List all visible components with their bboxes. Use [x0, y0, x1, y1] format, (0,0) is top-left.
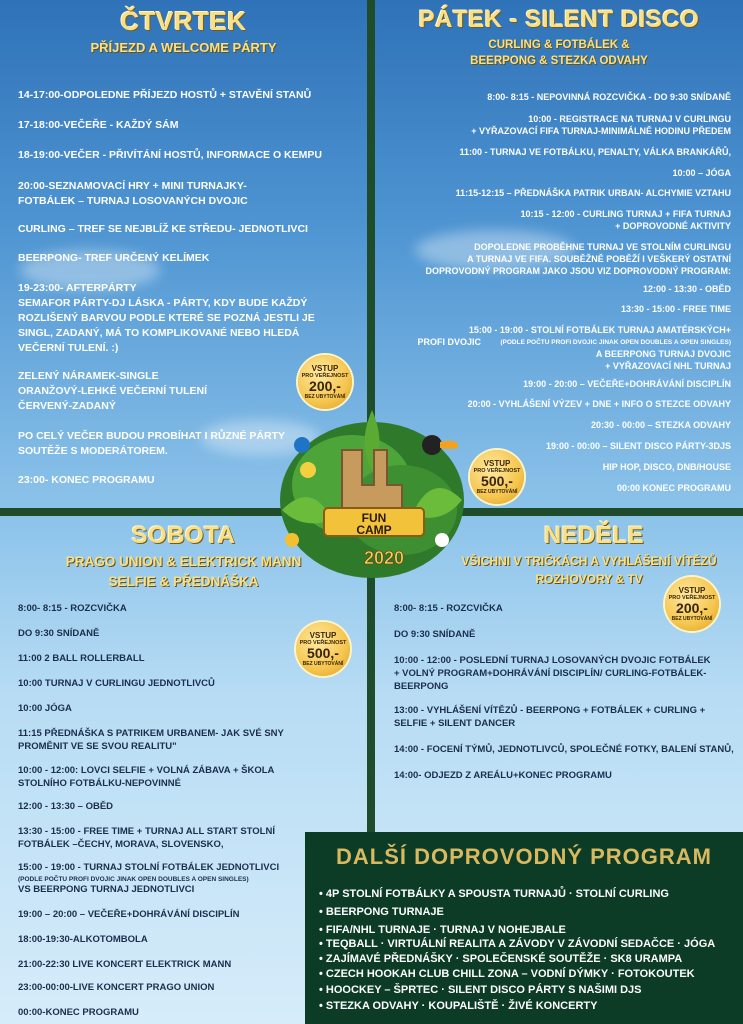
extra-program-line: • CZECH HOOKAH CLUB CHILL ZONA – VODNÍ DÝMKY · FOTOKOUTEK — [319, 968, 695, 980]
flower-icon — [300, 462, 316, 478]
thursday-item: 17-18:00-VEČEŘE - KAŽDÝ SÁM — [18, 119, 179, 131]
friday-item: 11:00 - TURNAJ VE FOTBÁLKU, PENALTY, VÁLKA BRANKÁŘŮ, — [459, 147, 731, 157]
extra-program-title: DALŠÍ DOPROVODNÝ PROGRAM — [335, 844, 713, 869]
badge-sub: PRO VEŘEJNOST — [473, 468, 521, 474]
sunday-subtitle-2: ROZHOVORY & TV — [535, 572, 643, 586]
sunday-item: SELFIE + SILENT DANCER — [394, 718, 516, 729]
extra-program-panel — [305, 832, 743, 1024]
friday-item: 19:00 - 20:00 – VEČEŘE+DOHRÁVÁNÍ DISCIPLÍN — [523, 379, 731, 389]
saturday-subtitle-1: PRAGO UNION & ELEKTRICK MANN — [65, 554, 302, 569]
badge-price: 500,- — [307, 645, 339, 661]
thursday-item: CURLING – TREF SE NEJBLÍŽ KE STŘEDU- JEDNOTLIVCI — [18, 223, 308, 235]
badge-title: VSTUP — [311, 364, 339, 373]
thursday-item: SINGL, ZADANÝ, MÁ TO KOMPLIKOVANÉ NEBO HLEDÁ — [18, 327, 300, 339]
friday-item: DOPOLEDNE PROBĚHNE TURNAJ VE STOLNÍM CURLINGU — [474, 242, 731, 252]
saturday-day-heading: SOBOTA — [131, 522, 236, 549]
saturday-item: 15:00 - 19:00 - TURNAJ STOLNÍ FOTBÁLEK JEDNOTLIVCI — [18, 862, 280, 873]
extra-program-line: • BEERPONG TURNAJE — [319, 906, 444, 918]
saturday-item: 21:00-22:30 LIVE KONCERT ELEKTRICK MANN — [18, 959, 232, 970]
saturday-item: 13:30 - 15:00 - FREE TIME + TURNAJ ALL START STOLNÍ — [18, 826, 275, 837]
thursday-item: ČERVENÝ-ZADANÝ — [18, 400, 116, 412]
saturday-item: PROMĚNIT VE SE SVOU REALITU" — [18, 741, 177, 752]
friday-item: 13:30 - 15:00 - FREE TIME — [620, 304, 731, 314]
saturday-item: FOTBÁLEK –ČECHY, MORAVA, SLOVENSKO, — [18, 839, 224, 850]
thursday-item: 18-19:00-VEČER - PŘIVÍTÁNÍ HOSTŮ, INFORMACE O KEMPU — [18, 149, 322, 161]
thursday-item: ZELENÝ NÁRAMEK-SINGLE — [18, 370, 159, 382]
sunday-item: 8:00- 8:15 - ROZCVIČKA — [394, 603, 503, 614]
logo-year: 2020 — [363, 548, 405, 568]
friday-item: 11:15-12:15 – PŘEDNÁŠKA PATRIK URBAN- ALCHYMIE VZTAHU — [455, 188, 731, 198]
thursday-subtitle: PŘÍJEZD A WELCOME PÁRTY — [90, 40, 277, 55]
extra-program-line: • ZAJÍMAVÉ PŘEDNÁŠKY · SPOLEČENSKÉ SOUTĚŽE · SK8 URAMPA — [319, 953, 683, 965]
saturday-item: 10:00 - 12:00: LOVCI SELFIE + VOLNÁ ZÁBAVA + ŠKOLA — [18, 765, 275, 776]
saturday-item: 11:00 2 BALL ROLLERBALL — [18, 653, 145, 664]
extra-program-line: • FIFA/NHL TURNAJE · TURNAJ V NOHEJBALE — [319, 924, 566, 936]
thursday-item: BEERPONG- TREF URČENÝ KELÍMEK — [18, 252, 210, 264]
saturday-item: 19:00 – 20:00 – VEČEŘE+DOHRÁVÁNÍ DISCIPLÍN — [18, 909, 240, 920]
thursday-item: ROZLIŠENÝ BARVOU PODLE KTERÉ SE POZNÁ JESTLI JE — [18, 312, 315, 324]
friday-subtitle-2: BEERPONG & STEZKA ODVAHY — [470, 55, 648, 67]
friday-item: DOPROVODNÝ PROGRAM JAKO JSOU VIZ DOPROVODNÝ PROGRAM: — [425, 266, 731, 276]
thursday-item: SOUTĚŽE S MODERÁTOREM. — [18, 445, 168, 457]
friday-item: PROFI DVOJIC — [417, 337, 481, 347]
friday-item: + VYŘAZOVACÍ FIFA TURNAJ-MINIMÁLNĚ HODINU PŘEDEM — [471, 126, 731, 136]
friday-item: 15:00 - 19:00 - STOLNÍ FOTBÁLEK TURNAJ AMATÉRSKÝCH+ — [468, 325, 731, 335]
saturday-subtitle-2: SELFIE & PŘEDNÁŠKA — [108, 574, 259, 589]
saturday-entry-badge — [296, 622, 350, 676]
badge-sub: PRO VEŘEJNOST — [301, 373, 349, 379]
badge-price: 200,- — [676, 600, 708, 616]
badge-sub: PRO VEŘEJNOST — [299, 640, 347, 646]
sunday-item: 14:00- ODJEZD Z AREÁLU+KONEC PROGRAMU — [394, 770, 612, 781]
friday-item: 00:00 KONEC PROGRAMU — [616, 483, 731, 493]
thursday-day-heading: ČTVRTEK — [120, 6, 247, 36]
badge-note: BEZ UBYTOVÁNÍ — [302, 661, 344, 667]
friday-item: A BEERPONG TURNAJ DVOJIC — [595, 349, 731, 359]
friday-item-note: (PODLE POČTU PROFI DVOJIC JINAK OPEN DOUBLES A OPEN SINGLES) — [500, 339, 731, 346]
sunday-item: DO 9:30 SNÍDANĚ — [394, 629, 476, 640]
thursday-item: 23:00- KONEC PROGRAMU — [18, 474, 155, 486]
logo-text-camp: CAMP — [356, 523, 392, 537]
badge-title: VSTUP — [678, 586, 706, 595]
saturday-item: 8:00- 8:15 - ROZCVIČKA — [18, 603, 127, 614]
saturday-item: STOLNÍHO FOTBÁLKU-NEPOVINNÉ — [18, 778, 181, 789]
thursday-item: VEČERNÍ TULENÍ. :) — [18, 342, 119, 354]
sunday-subtitle-1: VŠICHNI V TRIČKÁCH A VYHLÁŠENÍ VÍTĚZŮ — [461, 554, 717, 568]
flower-icon — [285, 533, 299, 547]
sunday-item: 13:00 - VYHLÁŠENÍ VÍTĚZŮ - BEERPONG + FOTBÁLEK + CURLING + — [394, 705, 706, 716]
thursday-item: 20:00-SEZNAMOVACÍ HRY + MINI TURNAJKY- — [18, 180, 247, 192]
friday-item: 10:00 – JÓGA — [672, 168, 731, 178]
thursday-item: 14-17:00-ODPOLEDNE PŘÍJEZD HOSTŮ + STAVĚNÍ STANŮ — [18, 89, 312, 101]
badge-title: VSTUP — [309, 631, 337, 640]
parrot-icon — [294, 437, 310, 453]
friday-item: 12:00 - 13:30 - OBĚD — [642, 284, 731, 294]
sunday-item: BEERPONG — [394, 681, 449, 692]
sunday-day-heading: NEDĚLE — [543, 522, 645, 549]
extra-program-line: • 4P STOLNÍ FOTBÁLKY A SPOUSTA TURNAJŮ · STOLNÍ CURLING — [319, 888, 669, 900]
saturday-item: 10:00 JÓGA — [18, 703, 72, 714]
sunday-item: 10:00 - 12:00 - POSLEDNÍ TURNAJ LOSOVANÝCH DVOJIC FOTBÁLEK — [394, 655, 711, 666]
sunday-item: 14:00 - FOCENÍ TÝMŮ, JEDNOTLIVCŮ, SPOLEČNÉ FOTKY, BALENÍ STANŮ, — [394, 744, 734, 755]
friday-day-heading: PÁTEK - SILENT DISCO — [418, 6, 700, 33]
extra-program-line: • STEZKA ODVAHY · KOUPALIŠTĚ · ŽIVÉ KONCERTY — [319, 1000, 598, 1012]
sunday-item: + VOLNÝ PROGRAM+DOHRÁVÁNÍ DISCIPLÍN/ CURLING-FOTBÁLEK- — [394, 668, 707, 679]
saturday-item-note: (PODLE POČTU PROFI DVOJIC JINAK OPEN DOUBLES A OPEN SINGLES) — [18, 876, 249, 883]
flower-icon — [435, 533, 449, 547]
saturday-item: 11:15 PŘEDNÁŠKA S PATRIKEM URBANEM- JAK SVÉ SNY — [18, 728, 284, 739]
fun-camp-logo — [262, 390, 482, 590]
saturday-item: 00:00-KONEC PROGRAMU — [18, 1007, 139, 1018]
logo-text-fun: FUN — [361, 511, 387, 525]
thursday-item: PO CELÝ VEČER BUDOU PROBÍHAT I RŮZNÉ PÁRTY — [18, 430, 285, 442]
friday-item: 19:00 - 00:00 – SILENT DISCO PÁRTY-3DJS — [545, 441, 731, 451]
thursday-item: SEMAFOR PÁRTY-DJ LÁSKA - PÁRTY, KDY BUDE KAŽDÝ — [18, 297, 308, 309]
thursday-item: FOTBÁLEK – TURNAJ LOSOVANÝCH DVOJIC — [18, 195, 248, 207]
saturday-item: DO 9:30 SNÍDANĚ — [18, 628, 100, 639]
toucan-icon — [422, 435, 442, 455]
friday-item: + DOPROVODNÉ AKTIVITY — [615, 221, 731, 231]
friday-item: 20:30 - 00:00 – STEZKA ODVAHY — [590, 420, 731, 430]
thursday-item: 19-23:00- AFTERPÁRTY — [18, 282, 137, 294]
badge-note: BEZ UBYTOVÁNÍ — [476, 489, 518, 495]
friday-item: HIP HOP, DISCO, DNB/HOUSE — [602, 462, 731, 472]
sunday-entry-badge — [665, 577, 719, 631]
saturday-item: VS BEERPONG TURNAJ JEDNOTLIVCI — [18, 884, 195, 895]
badge-note: BEZ UBYTOVÁNÍ — [671, 616, 713, 622]
friday-item: 10:00 - REGISTRACE NA TURNAJ V CURLINGU — [528, 114, 731, 124]
badge-title: VSTUP — [483, 459, 511, 468]
thursday-item: ORANŽOVÝ-LEHKÉ VEČERNÍ TULENÍ — [18, 385, 208, 397]
badge-price: 200,- — [309, 378, 341, 394]
saturday-item: 12:00 - 13:30 – OBĚD — [18, 801, 114, 812]
extra-program-line: • TEQBALL · VIRTUÁLNÍ REALITA A ZÁVODY V ZÁVODNÍ SEDAČCE · JÓGA — [319, 938, 716, 950]
saturday-item: 23:00-00:00-LIVE KONCERT PRAGO UNION — [18, 982, 215, 993]
badge-sub: PRO VEŘEJNOST — [668, 595, 716, 601]
friday-item: 20:00 - VYHLÁŠENÍ VÝZEV + DNE + INFO O STEZCE ODVAHY — [467, 399, 731, 409]
extra-program-line: • HOOCKEY – ŠPRTEC · SILENT DISCO PÁRTY S NAŠIMI DJS — [319, 984, 642, 996]
friday-subtitle-1: CURLING & FOTBÁLEK & — [488, 39, 630, 51]
friday-item: + VYŘAZOVACÍ NHL TURNAJ — [605, 361, 731, 371]
badge-note: BEZ UBYTOVÁNÍ — [304, 394, 346, 400]
friday-item: 8:00- 8:15 - NEPOVINNÁ ROZCVIČKA - DO 9:30 SNÍDANĚ — [487, 92, 731, 102]
saturday-item: 10:00 TURNAJ V CURLINGU JEDNOTLIVCŮ — [18, 678, 215, 689]
friday-item: A TURNAJ VE FIFA. SOUBĚŽNĚ POBĚŽÍ I VEŠKERÝ OSTATNÍ — [467, 254, 731, 264]
saturday-item: 18:00-19:30-ALKOTOMBOLA — [18, 934, 148, 945]
friday-item: 10:15 - 12:00 - CURLING TURNAJ + FIFA TURNAJ — [520, 209, 731, 219]
badge-price: 500,- — [481, 473, 513, 489]
